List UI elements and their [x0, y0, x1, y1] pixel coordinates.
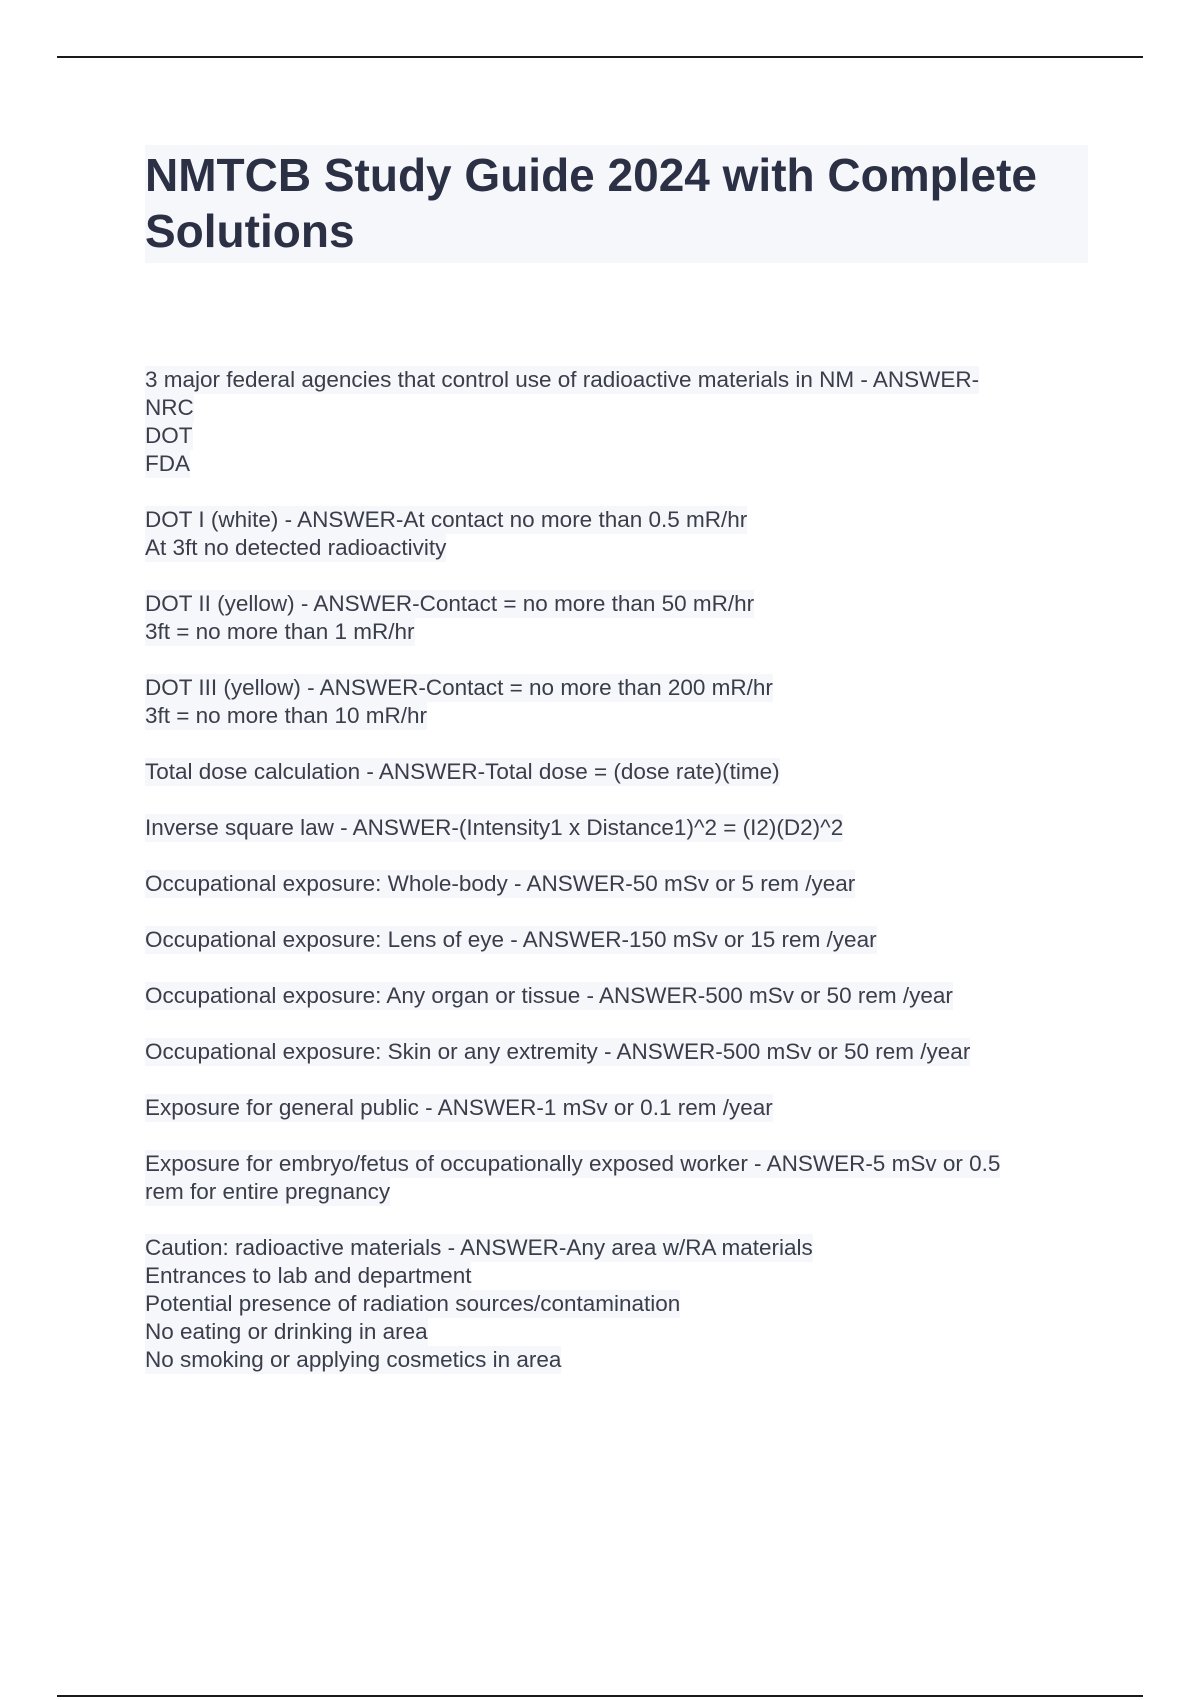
qa-item	[145, 982, 1088, 1010]
qa-question-line: Occupational exposure: Lens of eye - ANSWER-150 mSv or 15 rem /year	[145, 927, 877, 952]
qa-answer-line: FDA	[145, 451, 190, 476]
qa-question-line: 3 major federal agencies that control use of radioactive materials in NM - ANSWER-	[145, 367, 980, 392]
qa-answer-line: rem for entire pregnancy	[145, 1179, 391, 1204]
qa-question-line: Occupational exposure: Whole-body - ANSWER-50 mSv or 5 rem /year	[145, 871, 856, 896]
qa-item	[145, 1234, 1088, 1374]
qa-question-line: Occupational exposure: Skin or any extremity - ANSWER-500 mSv or 50 rem /year	[145, 1039, 971, 1064]
qa-answer-line: Entrances to lab and department	[145, 1263, 472, 1288]
qa-question-line: Caution: radioactive materials - ANSWER-Any area w/RA materials	[145, 1235, 813, 1260]
qa-item	[145, 1038, 1088, 1066]
qa-item	[145, 1150, 1088, 1206]
qa-item	[145, 814, 1088, 842]
qa-item	[145, 1094, 1088, 1122]
qa-item	[145, 366, 1088, 478]
qa-question-line: Inverse square law - ANSWER-(Intensity1 x Distance1)^2 = (I2)(D2)^2	[145, 815, 844, 840]
document-title	[145, 147, 1088, 259]
qa-answer-line: 3ft = no more than 1 mR/hr	[145, 619, 415, 644]
qa-question-line: DOT II (yellow) - ANSWER-Contact = no more than 50 mR/hr	[145, 591, 755, 616]
qa-answer-line: NRC	[145, 395, 194, 420]
qa-question-line: Exposure for embryo/fetus of occupationally exposed worker - ANSWER-5 mSv or 0.5	[145, 1151, 1001, 1176]
qa-answer-line: DOT	[145, 423, 193, 448]
qa-question-line: Occupational exposure: Any organ or tissue - ANSWER-500 mSv or 50 rem /year	[145, 983, 953, 1008]
qa-item	[145, 674, 1088, 730]
qa-question-line: Total dose calculation - ANSWER-Total dose = (dose rate)(time)	[145, 759, 780, 784]
qa-item	[145, 870, 1088, 898]
qa-question-line: Exposure for general public - ANSWER-1 mSv or 0.1 rem /year	[145, 1095, 773, 1120]
title-line: Solutions	[145, 205, 355, 257]
qa-question-line: DOT I (white) - ANSWER-At contact no more than 0.5 mR/hr	[145, 507, 748, 532]
qa-question-line: DOT III (yellow) - ANSWER-Contact = no more than 200 mR/hr	[145, 675, 773, 700]
qa-item	[145, 926, 1088, 954]
qa-answer-line: No smoking or applying cosmetics in area	[145, 1347, 562, 1372]
qa-item	[145, 758, 1088, 786]
qa-answer-line: At 3ft no detected radioactivity	[145, 535, 447, 560]
qa-list	[145, 366, 1088, 1402]
qa-item	[145, 506, 1088, 562]
bottom-rule	[57, 1695, 1143, 1697]
qa-answer-line: No eating or drinking in area	[145, 1319, 428, 1344]
title-line: NMTCB Study Guide 2024 with Complete	[145, 149, 1037, 201]
qa-item	[145, 590, 1088, 646]
qa-answer-line: Potential presence of radiation sources/contamination	[145, 1291, 681, 1316]
title-block	[145, 145, 1088, 263]
qa-answer-line: 3ft = no more than 10 mR/hr	[145, 703, 428, 728]
top-rule	[57, 56, 1143, 58]
